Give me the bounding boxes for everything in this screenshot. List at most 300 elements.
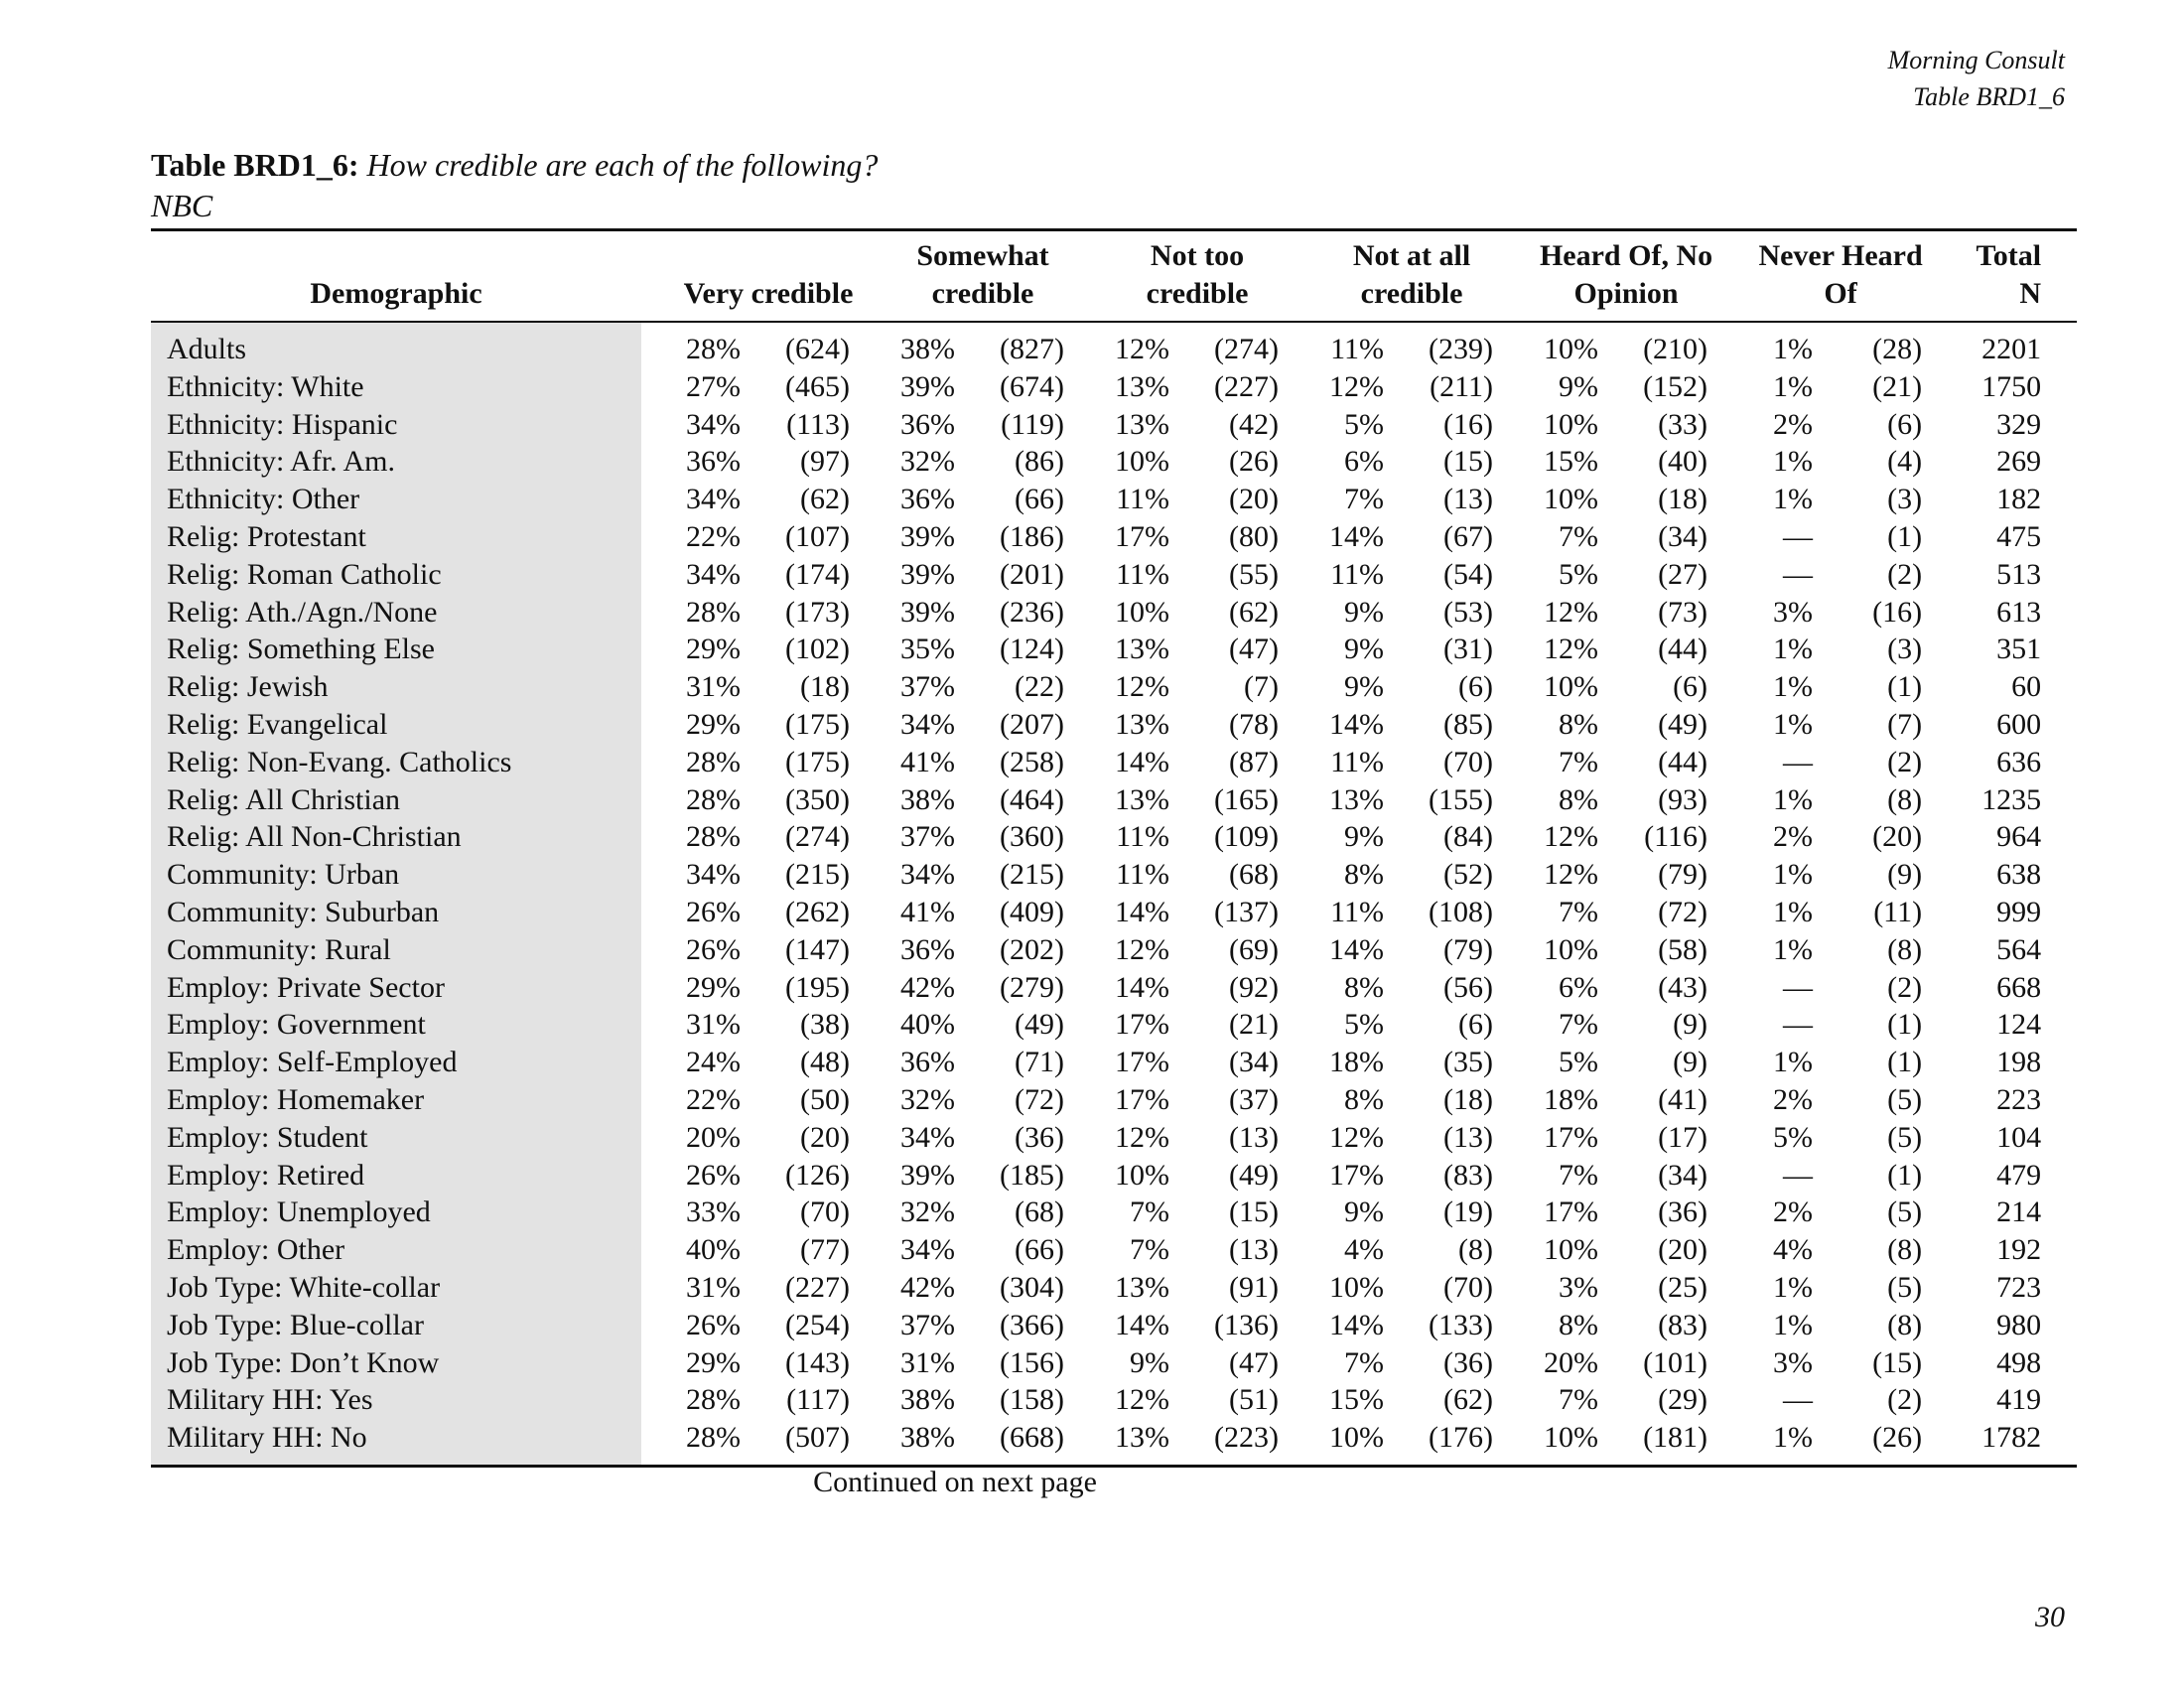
somewhat-count: (201) [1000, 557, 1064, 591]
heard-count: (44) [1658, 633, 1708, 666]
header-row [151, 230, 2077, 323]
somewhat-count: (279) [1000, 970, 1064, 1004]
table-row [151, 856, 2077, 894]
nottoo-count: (15) [1229, 1196, 1280, 1229]
row-label: Military HH: Yes [151, 1381, 641, 1419]
somewhat-count: (674) [1000, 369, 1064, 403]
never-pct: 1% [1773, 1308, 1814, 1341]
very-count: (174) [785, 557, 850, 591]
nottoo-count: (80) [1229, 519, 1280, 553]
never-pct: 1% [1773, 782, 1814, 816]
nottoo-pct: 17% [1115, 1082, 1169, 1116]
table-row [151, 1006, 2077, 1044]
very-count: (195) [785, 970, 850, 1004]
row-label: Ethnicity: Hispanic [151, 406, 641, 444]
never-count: (2) [1887, 745, 1923, 778]
spacer-cell [641, 1081, 661, 1119]
row-label: Adults [151, 322, 641, 368]
never-pct: 2% [1773, 407, 1814, 441]
never-pct: 1% [1773, 633, 1814, 666]
total-n: 513 [1996, 557, 2042, 591]
notatall-pct: 11% [1330, 745, 1385, 778]
total-n: 498 [1996, 1345, 2042, 1379]
total-n: 668 [1996, 970, 2042, 1004]
row-label: Relig: Something Else [151, 631, 641, 668]
somewhat-count: (49) [1015, 1008, 1064, 1042]
table-row [151, 1419, 2077, 1466]
never-pct: — [1783, 1158, 1814, 1192]
never-count: (2) [1887, 1383, 1923, 1417]
notatall-count: (35) [1443, 1046, 1494, 1079]
never-count: (1) [1887, 1158, 1923, 1192]
heard-pct: 7% [1559, 895, 1599, 928]
spacer-cell [641, 931, 661, 969]
nottoo-pct: 14% [1115, 970, 1169, 1004]
heard-pct: 9% [1559, 369, 1599, 403]
total-n: 613 [1996, 595, 2042, 629]
nottoo-pct: 11% [1116, 557, 1169, 591]
never-count: (11) [1873, 895, 1923, 928]
notatall-count: (84) [1443, 820, 1494, 854]
somewhat-count: (158) [1000, 1383, 1064, 1417]
nottoo-count: (227) [1214, 369, 1280, 403]
notatall-count: (70) [1443, 745, 1494, 778]
spacer-cell [641, 781, 661, 819]
table-row [151, 1157, 2077, 1195]
heard-count: (9) [1673, 1046, 1708, 1079]
total-n: 182 [1996, 483, 2042, 516]
heard-pct: 3% [1559, 1270, 1599, 1304]
total-n: 351 [1996, 633, 2042, 666]
notatall-pct: 11% [1330, 557, 1385, 591]
nottoo-pct: 13% [1115, 407, 1169, 441]
notatall-pct: 11% [1330, 333, 1385, 365]
row-label: Employ: Other [151, 1231, 641, 1269]
notatall-pct: 9% [1344, 1196, 1385, 1229]
heard-pct: 7% [1559, 1383, 1599, 1417]
somewhat-pct: 32% [900, 445, 955, 479]
nottoo-pct: 10% [1115, 1158, 1169, 1192]
total-n: 723 [1996, 1270, 2042, 1304]
somewhat-pct: 36% [900, 1046, 955, 1079]
running-header [1888, 42, 2065, 115]
somewhat-count: (66) [1015, 1233, 1064, 1267]
never-count: (5) [1887, 1270, 1923, 1304]
heard-pct: 12% [1544, 858, 1599, 892]
table-row [151, 1231, 2077, 1269]
spacer-cell [641, 631, 661, 668]
heard-count: (152) [1643, 369, 1708, 403]
col-somewhat-credible: Somewhat credible [916, 239, 1049, 310]
somewhat-count: (66) [1015, 483, 1064, 516]
very-pct: 28% [686, 745, 741, 778]
row-label: Employ: Unemployed [151, 1194, 641, 1231]
very-count: (102) [785, 633, 850, 666]
somewhat-pct: 34% [900, 858, 955, 892]
very-count: (20) [800, 1120, 850, 1154]
very-pct: 33% [686, 1196, 741, 1229]
heard-count: (43) [1658, 970, 1708, 1004]
table-row [151, 818, 2077, 856]
somewhat-pct: 39% [900, 557, 955, 591]
somewhat-count: (68) [1015, 1196, 1064, 1229]
row-label: Ethnicity: Other [151, 481, 641, 518]
somewhat-pct: 39% [900, 1158, 955, 1192]
somewhat-pct: 36% [900, 483, 955, 516]
heard-pct: 7% [1559, 1158, 1599, 1192]
col-total-n: Total N [1976, 239, 2042, 310]
never-count: (9) [1887, 858, 1923, 892]
never-count: (2) [1887, 557, 1923, 591]
notatall-pct: 5% [1344, 407, 1385, 441]
somewhat-count: (827) [1000, 333, 1064, 365]
heard-pct: 7% [1559, 519, 1599, 553]
nottoo-count: (51) [1229, 1383, 1280, 1417]
heard-pct: 12% [1544, 820, 1599, 854]
row-label: Community: Suburban [151, 894, 641, 931]
somewhat-pct: 37% [900, 670, 955, 704]
spacer-cell [641, 368, 661, 406]
never-pct: — [1783, 970, 1814, 1004]
never-count: (2) [1887, 970, 1923, 1004]
notatall-pct: 8% [1344, 858, 1385, 892]
notatall-count: (155) [1429, 782, 1494, 816]
heard-pct: 17% [1544, 1120, 1599, 1154]
notatall-count: (16) [1443, 407, 1494, 441]
somewhat-count: (72) [1015, 1082, 1064, 1116]
spacer-cell [641, 1006, 661, 1044]
heard-count: (25) [1658, 1270, 1708, 1304]
very-pct: 26% [686, 932, 741, 966]
table-row [151, 1194, 2077, 1231]
never-count: (7) [1887, 707, 1923, 741]
nottoo-pct: 13% [1115, 782, 1169, 816]
very-pct: 34% [686, 858, 741, 892]
nottoo-pct: 13% [1115, 1270, 1169, 1304]
total-n: 60 [2011, 670, 2042, 704]
spacer-cell [641, 1307, 661, 1344]
notatall-pct: 8% [1344, 970, 1385, 1004]
very-count: (126) [785, 1158, 850, 1192]
heard-count: (27) [1658, 557, 1708, 591]
nottoo-count: (78) [1229, 707, 1280, 741]
very-pct: 31% [686, 1008, 741, 1042]
never-pct: 1% [1773, 333, 1814, 365]
table-row [151, 481, 2077, 518]
somewhat-pct: 31% [900, 1345, 955, 1379]
table-row [151, 1344, 2077, 1382]
table-row [151, 1081, 2077, 1119]
notatall-count: (13) [1443, 1120, 1494, 1154]
row-label: Ethnicity: Afr. Am. [151, 443, 641, 481]
nottoo-pct: 13% [1115, 1421, 1169, 1455]
nottoo-pct: 14% [1115, 895, 1169, 928]
col-never-heard-of: Never Heard Of [1758, 239, 1923, 310]
very-pct: 31% [686, 670, 741, 704]
nottoo-count: (62) [1229, 595, 1280, 629]
row-label: Employ: Private Sector [151, 969, 641, 1007]
nottoo-pct: 17% [1115, 519, 1169, 553]
never-pct: — [1783, 745, 1814, 778]
somewhat-pct: 39% [900, 519, 955, 553]
very-count: (624) [785, 333, 850, 365]
row-label: Relig: Evangelical [151, 706, 641, 744]
heard-count: (181) [1643, 1421, 1708, 1455]
very-count: (48) [800, 1046, 850, 1079]
nottoo-pct: 13% [1115, 633, 1169, 666]
somewhat-count: (156) [1000, 1345, 1064, 1379]
heard-count: (41) [1658, 1082, 1708, 1116]
notatall-count: (79) [1443, 932, 1494, 966]
heard-count: (18) [1658, 483, 1708, 516]
row-label: Relig: All Christian [151, 781, 641, 819]
nottoo-pct: 10% [1115, 445, 1169, 479]
notatall-pct: 14% [1329, 1308, 1385, 1341]
row-label: Relig: All Non-Christian [151, 818, 641, 856]
notatall-count: (70) [1443, 1270, 1494, 1304]
total-n: 1750 [1981, 369, 2042, 403]
total-n: 329 [1996, 407, 2042, 441]
total-n: 1782 [1981, 1421, 2042, 1455]
spacer-cell [641, 668, 661, 706]
heard-count: (79) [1658, 858, 1708, 892]
very-pct: 20% [686, 1120, 741, 1154]
notatall-pct: 9% [1344, 633, 1385, 666]
heard-pct: 10% [1544, 1421, 1599, 1455]
nottoo-count: (165) [1214, 782, 1280, 816]
very-pct: 29% [686, 707, 741, 741]
table-row [151, 969, 2077, 1007]
heard-count: (210) [1643, 333, 1708, 365]
notatall-count: (54) [1443, 557, 1494, 591]
never-pct: 3% [1773, 1345, 1814, 1379]
total-n: 269 [1996, 445, 2042, 479]
notatall-count: (176) [1429, 1421, 1494, 1455]
very-count: (227) [785, 1270, 850, 1304]
row-label: Job Type: Don’t Know [151, 1344, 641, 1382]
somewhat-pct: 38% [900, 333, 955, 365]
crosstab-table [151, 228, 2077, 1468]
somewhat-pct: 35% [900, 633, 955, 666]
never-pct: 1% [1773, 369, 1814, 403]
table-row [151, 406, 2077, 444]
nottoo-count: (274) [1214, 333, 1280, 365]
never-count: (1) [1887, 1046, 1923, 1079]
very-pct: 29% [686, 970, 741, 1004]
notatall-count: (18) [1443, 1082, 1494, 1116]
table-row [151, 631, 2077, 668]
nottoo-count: (55) [1229, 557, 1280, 591]
somewhat-pct: 41% [900, 895, 955, 928]
very-count: (254) [785, 1308, 850, 1341]
notatall-pct: 12% [1329, 1120, 1385, 1154]
nottoo-count: (69) [1229, 932, 1280, 966]
table-title [151, 145, 878, 185]
somewhat-count: (668) [1000, 1421, 1064, 1455]
somewhat-count: (119) [1001, 407, 1064, 441]
very-count: (38) [800, 1008, 850, 1042]
table-row [151, 1381, 2077, 1419]
nottoo-pct: 11% [1116, 820, 1169, 854]
total-n: 214 [1996, 1196, 2042, 1229]
nottoo-count: (137) [1214, 895, 1280, 928]
notatall-count: (67) [1443, 519, 1494, 553]
very-pct: 26% [686, 895, 741, 928]
very-pct: 28% [686, 782, 741, 816]
row-label: Employ: Homemaker [151, 1081, 641, 1119]
heard-pct: 18% [1544, 1082, 1599, 1116]
total-n: 999 [1996, 895, 2042, 928]
never-pct: 1% [1773, 1046, 1814, 1079]
very-pct: 28% [686, 1383, 741, 1417]
nottoo-pct: 12% [1115, 932, 1169, 966]
very-count: (215) [785, 858, 850, 892]
never-count: (21) [1872, 369, 1923, 403]
heard-count: (101) [1643, 1345, 1708, 1379]
spacer-cell [641, 818, 661, 856]
never-count: (26) [1872, 1421, 1923, 1455]
somewhat-count: (186) [1000, 519, 1064, 553]
notatall-count: (62) [1443, 1383, 1494, 1417]
nottoo-pct: 7% [1130, 1196, 1169, 1229]
nottoo-count: (92) [1229, 970, 1280, 1004]
total-n: 638 [1996, 858, 2042, 892]
total-n: 124 [1996, 1008, 2042, 1042]
somewhat-count: (464) [1000, 782, 1064, 816]
table-row [151, 894, 2077, 931]
never-count: (6) [1887, 407, 1923, 441]
heard-count: (34) [1658, 1158, 1708, 1192]
nottoo-count: (136) [1214, 1308, 1280, 1341]
nottoo-pct: 9% [1130, 1345, 1169, 1379]
notatall-count: (19) [1443, 1196, 1494, 1229]
total-n: 479 [1996, 1158, 2042, 1192]
never-pct: — [1783, 519, 1814, 553]
heard-pct: 20% [1544, 1345, 1599, 1379]
heard-count: (49) [1658, 707, 1708, 741]
row-label: Employ: Student [151, 1119, 641, 1157]
nottoo-count: (47) [1229, 633, 1280, 666]
never-count: (15) [1872, 1345, 1923, 1379]
nottoo-pct: 11% [1116, 483, 1169, 516]
table-row [151, 594, 2077, 632]
heard-pct: 5% [1559, 1046, 1599, 1079]
nottoo-count: (21) [1229, 1008, 1280, 1042]
never-count: (5) [1887, 1082, 1923, 1116]
nottoo-count: (49) [1229, 1158, 1280, 1192]
table-body [151, 322, 2077, 1466]
notatall-pct: 15% [1329, 1383, 1385, 1417]
notatall-pct: 14% [1329, 707, 1385, 741]
somewhat-pct: 36% [900, 932, 955, 966]
very-pct: 22% [686, 1082, 741, 1116]
spacer-cell [641, 744, 661, 781]
somewhat-pct: 38% [900, 782, 955, 816]
notatall-count: (56) [1443, 970, 1494, 1004]
heard-pct: 7% [1559, 1008, 1599, 1042]
notatall-count: (239) [1429, 333, 1494, 365]
spacer-cell [641, 594, 661, 632]
never-pct: 3% [1773, 595, 1814, 629]
nottoo-pct: 14% [1115, 1308, 1169, 1341]
spacer-cell [641, 406, 661, 444]
notatall-pct: 4% [1344, 1233, 1385, 1267]
notatall-count: (83) [1443, 1158, 1494, 1192]
heard-pct: 12% [1544, 633, 1599, 666]
notatall-pct: 17% [1329, 1158, 1385, 1192]
notatall-count: (6) [1458, 670, 1494, 704]
spacer-cell [641, 1419, 661, 1466]
heard-pct: 10% [1544, 407, 1599, 441]
col-demographic: Demographic [310, 277, 482, 310]
row-label: Ethnicity: White [151, 368, 641, 406]
never-pct: — [1783, 557, 1814, 591]
heard-count: (6) [1673, 670, 1708, 704]
notatall-pct: 7% [1344, 483, 1385, 516]
nottoo-count: (109) [1214, 820, 1280, 854]
very-count: (262) [785, 895, 850, 928]
very-pct: 29% [686, 1345, 741, 1379]
nottoo-pct: 13% [1115, 369, 1169, 403]
notatall-pct: 18% [1329, 1046, 1385, 1079]
table-question: How credible are each of the following? [366, 147, 879, 183]
never-pct: 2% [1773, 1196, 1814, 1229]
very-pct: 28% [686, 333, 741, 365]
page-number: 30 [2035, 1601, 2065, 1633]
never-count: (8) [1887, 932, 1923, 966]
never-count: (5) [1887, 1120, 1923, 1154]
col-heard-of-no-opinion: Heard Of, No Opinion [1539, 239, 1713, 310]
total-n: 198 [1996, 1046, 2042, 1079]
somewhat-pct: 42% [900, 970, 955, 1004]
never-count: (5) [1887, 1196, 1923, 1229]
notatall-pct: 10% [1329, 1421, 1385, 1455]
never-pct: 2% [1773, 1082, 1814, 1116]
company-name: Morning Consult [1887, 46, 2065, 74]
heard-pct: 17% [1544, 1196, 1599, 1229]
table-row [151, 518, 2077, 556]
row-label: Employ: Retired [151, 1157, 641, 1195]
total-n: 980 [1996, 1308, 2042, 1341]
very-pct: 26% [686, 1158, 741, 1192]
total-n: 636 [1996, 745, 2042, 778]
total-n: 475 [1996, 519, 2042, 553]
total-n: 2201 [1981, 333, 2042, 365]
heard-pct: 5% [1559, 557, 1599, 591]
nottoo-pct: 10% [1115, 595, 1169, 629]
heard-count: (17) [1658, 1120, 1708, 1154]
somewhat-pct: 39% [900, 595, 955, 629]
spacer-cell [641, 518, 661, 556]
nottoo-count: (13) [1229, 1120, 1280, 1154]
total-n: 600 [1996, 707, 2042, 741]
very-pct: 29% [686, 633, 741, 666]
notatall-pct: 9% [1344, 595, 1385, 629]
somewhat-count: (236) [1000, 595, 1064, 629]
very-count: (465) [785, 369, 850, 403]
never-pct: 1% [1773, 932, 1814, 966]
heard-count: (116) [1644, 820, 1708, 854]
total-n: 223 [1996, 1082, 2042, 1116]
row-label: Relig: Protestant [151, 518, 641, 556]
never-pct: 1% [1773, 445, 1814, 479]
heard-pct: 8% [1559, 707, 1599, 741]
heard-pct: 10% [1544, 932, 1599, 966]
spacer-cell [641, 481, 661, 518]
notatall-count: (31) [1443, 633, 1494, 666]
very-count: (70) [800, 1196, 850, 1229]
very-count: (107) [785, 519, 850, 553]
